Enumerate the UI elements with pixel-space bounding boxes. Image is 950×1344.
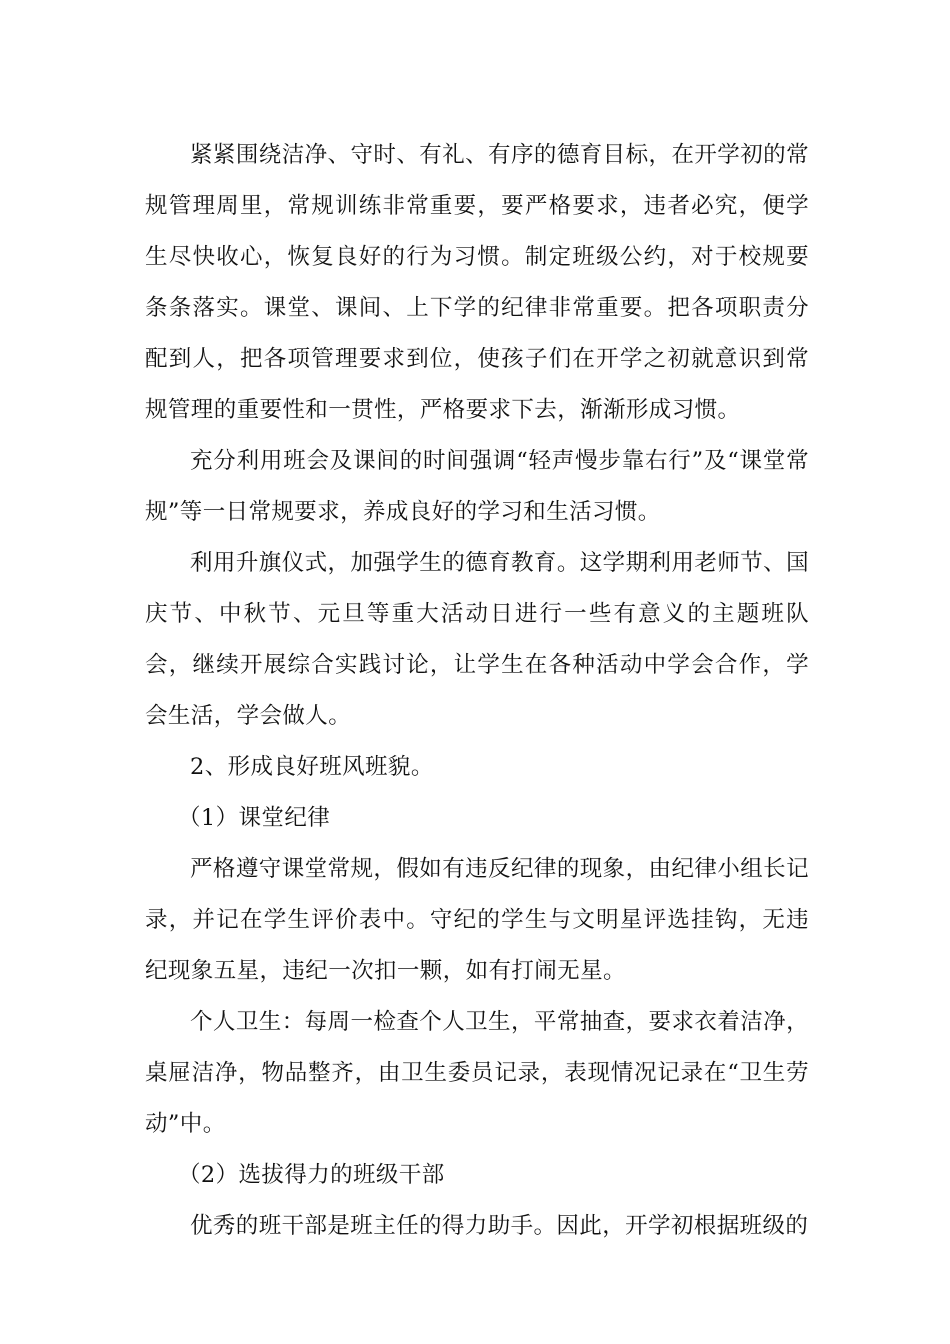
subsection-heading-classroom-discipline: （1）课堂纪律: [178, 805, 331, 831]
paragraph-flag-ceremony: 利用升旗仪式，加强学生的德育教育。这学期利用老师节、国庆节、中秋节、元旦等重大活动日进行一些有意义的主题班队会，继续开展综合实践讨论，让学生在各种活动中学会合作，学会生活，学会做人。: [145, 550, 809, 729]
document-body: [145, 130, 809, 1252]
subsection-heading-class-cadres: （2）选拔得力的班级干部: [178, 1162, 445, 1188]
paragraph-personal-hygiene: 个人卫生：每周一检查个人卫生，平常抽查，要求衣着洁净，桌屉洁净，物品整齐，由卫生委员记录，表现情况记录在“卫生劳动”中。: [145, 1009, 809, 1137]
section-heading-class-style: 2、形成良好班风班貌。: [190, 754, 434, 780]
paragraph-class-cadres: 优秀的班干部是班主任的得力助手。因此，开学初根据班级的: [190, 1213, 809, 1239]
paragraph-routine-management: 紧紧围绕洁净、守时、有礼、有序的德育目标，在开学初的常规管理周里，常规训练非常重要，要严格要求，违者必究，便学生尽快收心，恢复良好的行为习惯。制定班级公约，对于校规要条条落实。课堂、课间、上下学的纪律非常重要。把各项职责分配到人，把各项管理要求到位，使孩子们在开学之初就意识到常规管理的重要性和一贯性，严格要求下去，渐渐形成习惯。: [145, 142, 809, 423]
paragraph-class-meeting: 充分利用班会及课间的时间强调“轻声慢步靠右行”及“课堂常规”等一日常规要求，养成良好的学习和生活习惯。: [145, 448, 809, 525]
paragraph-classroom-rules: 严格遵守课堂常规，假如有违反纪律的现象，由纪律小组长记录，并记在学生评价表中。守纪的学生与文明星评选挂钩，无违纪现象五星，违纪一次扣一颗，如有打闹无星。: [145, 856, 809, 984]
